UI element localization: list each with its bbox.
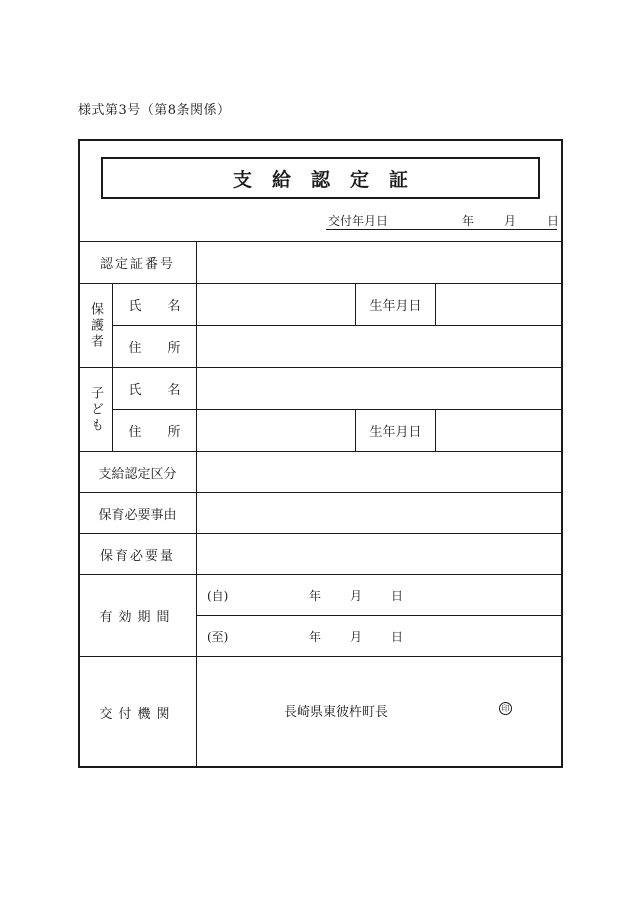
issue-date-label: 交付年月日	[328, 214, 389, 228]
validity-to-marker: (至)	[207, 630, 229, 644]
issue-date-row	[326, 212, 560, 230]
issue-month-unit: 月	[504, 214, 517, 228]
issue-day-unit: 日	[547, 214, 560, 228]
validity-from-month: 月	[350, 589, 363, 603]
guardian-group-label: 保護者	[88, 301, 103, 350]
issuer-name: 長崎県東彼杵町長	[284, 705, 389, 720]
seal-icon: 印	[499, 702, 512, 715]
reason-label: 保育必要事由	[98, 507, 177, 523]
form-title: 支給認定証	[232, 168, 428, 191]
child-group-label: 子ども	[88, 385, 103, 434]
validity-label: 有効期間	[99, 610, 176, 625]
validity-to-year: 年	[309, 630, 322, 644]
guardian-name-label: 氏 名	[128, 299, 181, 314]
child-address-label: 住 所	[128, 425, 181, 440]
category-label: 支給認定区分	[98, 466, 177, 482]
issuer-label: 交付機関	[99, 706, 176, 722]
validity-from-year: 年	[309, 589, 322, 603]
form-label: 様式第3号（第8条関係）	[78, 103, 231, 118]
guardian-birth-date-label: 生年月日	[369, 299, 422, 314]
guardian-address-label: 住 所	[128, 341, 181, 356]
child-birth-date-label: 生年月日	[369, 425, 422, 440]
amount-label: 保育必要量	[99, 548, 175, 564]
title-box	[101, 157, 540, 199]
issue-year-unit: 年	[462, 214, 475, 228]
validity-from-day: 日	[391, 589, 404, 603]
validity-to-month: 月	[350, 630, 363, 644]
child-name-label: 氏 名	[128, 383, 181, 398]
cert-number-label: 認定証番号	[99, 257, 175, 272]
validity-from-marker: (自)	[207, 589, 229, 603]
validity-to-day: 日	[391, 630, 404, 644]
